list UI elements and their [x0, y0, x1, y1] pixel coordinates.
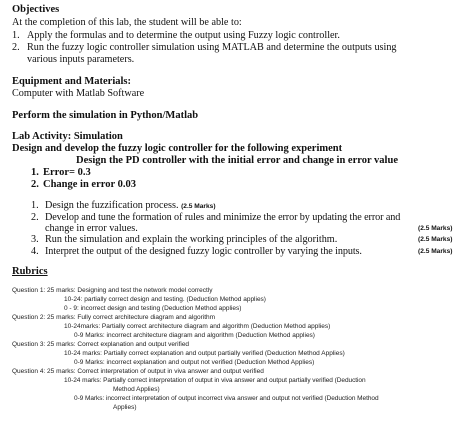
task-4-text: Interpret the output of the designed fuzzy logic controller by varying the inputs. — [45, 246, 362, 257]
rubric-q3-partial: 10-24 marks: Partially correct explanation and output partially verified (Deduction Method Applies) — [64, 350, 345, 357]
rubric-q2-incorrect: 0-9 Marks: incorrect architecture diagram and algorithm (Deduction Method applies) — [74, 332, 315, 339]
rubric-q4-partial-cont: Method Applies) — [113, 386, 160, 393]
task-1-marks: (2.5 Marks) — [181, 203, 216, 210]
task-2-text: Develop and tune the formation of rules and minimize the error by updating the error and — [45, 212, 401, 223]
task-3-marks: (2.5 Marks) — [418, 236, 453, 243]
rubric-q4: Question 4: 25 marks: Correct interpretation of output in viva answer and output verified — [12, 368, 264, 375]
param-error: Error= 0.3 — [43, 167, 91, 178]
objective-number-1: 1. — [12, 30, 20, 41]
rubric-q1-incorrect: 0 - 9: incorrect design and testing (Deduction Method applies) — [64, 305, 242, 312]
lab-activity-heading: Lab Activity: Simulation — [12, 131, 123, 142]
objective-item-2-cont: various inputs parameters. — [27, 54, 135, 65]
task-1-text: Design the fuzzification process. — [45, 200, 179, 211]
task-number-4: 4. — [31, 246, 39, 257]
objective-number-2: 2. — [12, 42, 20, 53]
task-number-1: 1. — [31, 200, 39, 211]
task-3-text: Run the simulation and explain the working principles of the algorithm. — [45, 234, 338, 245]
rubric-q4-partial: 10-24 marks: Partially correct interpretation of output in viva answer and output partially verified (Deduction — [64, 377, 366, 384]
lab-activity-line2: Design the PD controller with the initial error and change in error value — [76, 155, 398, 166]
rubric-q1-partial: 10-24: partially correct design and testing. (Deduction Method applies) — [64, 296, 266, 303]
rubrics-heading: Rubrics — [12, 266, 48, 277]
simulation-heading: Perform the simulation in Python/Matlab — [12, 110, 199, 121]
rubric-q4-incorrect-cont: Applies) — [113, 404, 137, 411]
rubric-q2: Question 2: 25 marks: Fully correct architecture diagram and algorithm — [12, 314, 216, 321]
param-number-2: 2. — [31, 179, 39, 190]
equipment-heading: Equipment and Materials: — [12, 76, 132, 87]
param-number-1: 1. — [31, 167, 39, 178]
objective-item-1: Apply the formulas and to determine the output using Fuzzy logic controller. — [27, 30, 340, 41]
lab-activity-line1: Design and develop the fuzzy logic controller for the following experiment — [12, 143, 343, 154]
task-2-marks: (2.5 Marks) — [418, 225, 453, 232]
objectives-heading: Objectives — [12, 4, 60, 15]
task-number-2: 2. — [31, 212, 39, 223]
objective-item-2: Run the fuzzy logic controller simulation using MATLAB and determine the outputs using — [27, 42, 397, 53]
objectives-intro: At the completion of this lab, the student will be able to: — [12, 17, 242, 28]
rubric-q1: Question 1: 25 marks: Designing and test the network model correctly — [12, 287, 213, 294]
equipment-text: Computer with Matlab Software — [12, 88, 145, 99]
param-change-in-error: Change in error 0.03 — [43, 179, 136, 190]
rubric-q4-incorrect: 0-9 Marks: incorrect interpretation of output incorrect viva answer and output not verified (Deduction Method — [74, 395, 379, 402]
rubric-q3-incorrect: 0-9 Marks: incorrect explanation and output not verified (Deduction Method Applies) — [74, 359, 315, 366]
task-2-text-cont: change in error values. — [45, 223, 138, 234]
rubric-q2-partial: 10-24marks: Partially correct architecture diagram and algorithm (Deduction Method applies) — [64, 323, 331, 330]
task-4-marks: (2.5 Marks) — [418, 248, 453, 255]
rubric-q3: Question 3: 25 marks: Correct explanation and output verified — [12, 341, 190, 348]
task-number-3: 3. — [31, 234, 39, 245]
